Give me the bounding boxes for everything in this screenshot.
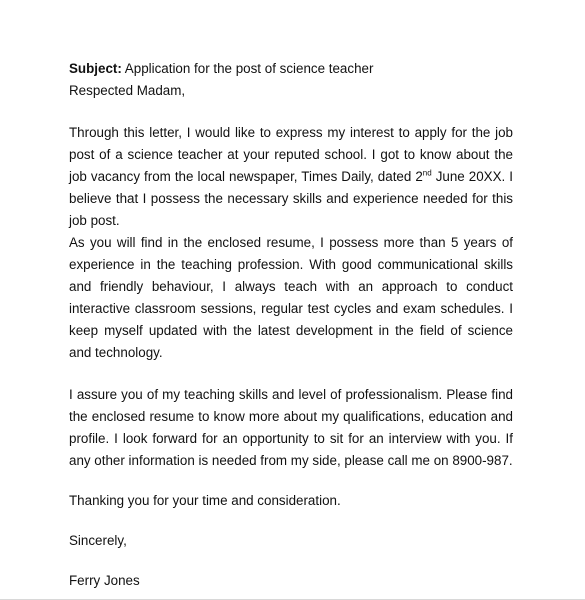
closing: Sincerely,	[69, 533, 127, 548]
spacer	[69, 364, 513, 384]
subject-label: Subject:	[69, 61, 122, 76]
spacer	[69, 102, 513, 122]
salutation: Respected Madam,	[69, 83, 186, 98]
paragraph-1	[69, 122, 513, 364]
paragraph-1a-text: Through this letter, I would like to express my interest to apply for the job post of a science teacher at your reputed school. I got to know about the job vacancy from the local newspaper, Times Daily, dated 2	[69, 125, 513, 184]
spacer	[69, 552, 513, 570]
paragraph-1a	[69, 122, 513, 232]
letter-body	[69, 58, 513, 592]
signature-name: Ferry Jones	[69, 573, 140, 588]
spacer	[69, 472, 513, 490]
ordinal-suffix: nd	[422, 168, 432, 178]
paragraph-1b: As you will find in the enclosed resume, I possess more than 5 years of experience in the teaching profession. With good communicational skills and friendly behaviour, I always teach with an approach to conduct interactive classroom sessions, regular test cycles and exam schedules. I keep myself updated with the latest development in the field of science and technology.	[69, 235, 513, 360]
thanks-line: Thanking you for your time and consideration.	[69, 493, 341, 508]
spacer	[69, 512, 513, 530]
subject-text: Application for the post of science teacher	[121, 61, 374, 76]
subject-line	[69, 58, 513, 80]
paragraph-1a-text-end: June 20XX. I believe that I possess the necessary skills and experience needed for this job post.	[69, 169, 513, 228]
paragraph-2: I assure you of my teaching skills and level of professionalism. Please find the enclosed resume to know more about my qualifications, education and profile. I look forward for an opportunity to sit for an interview with you. If any other information is needed from my side, please call me on 8900-987.	[69, 387, 513, 468]
